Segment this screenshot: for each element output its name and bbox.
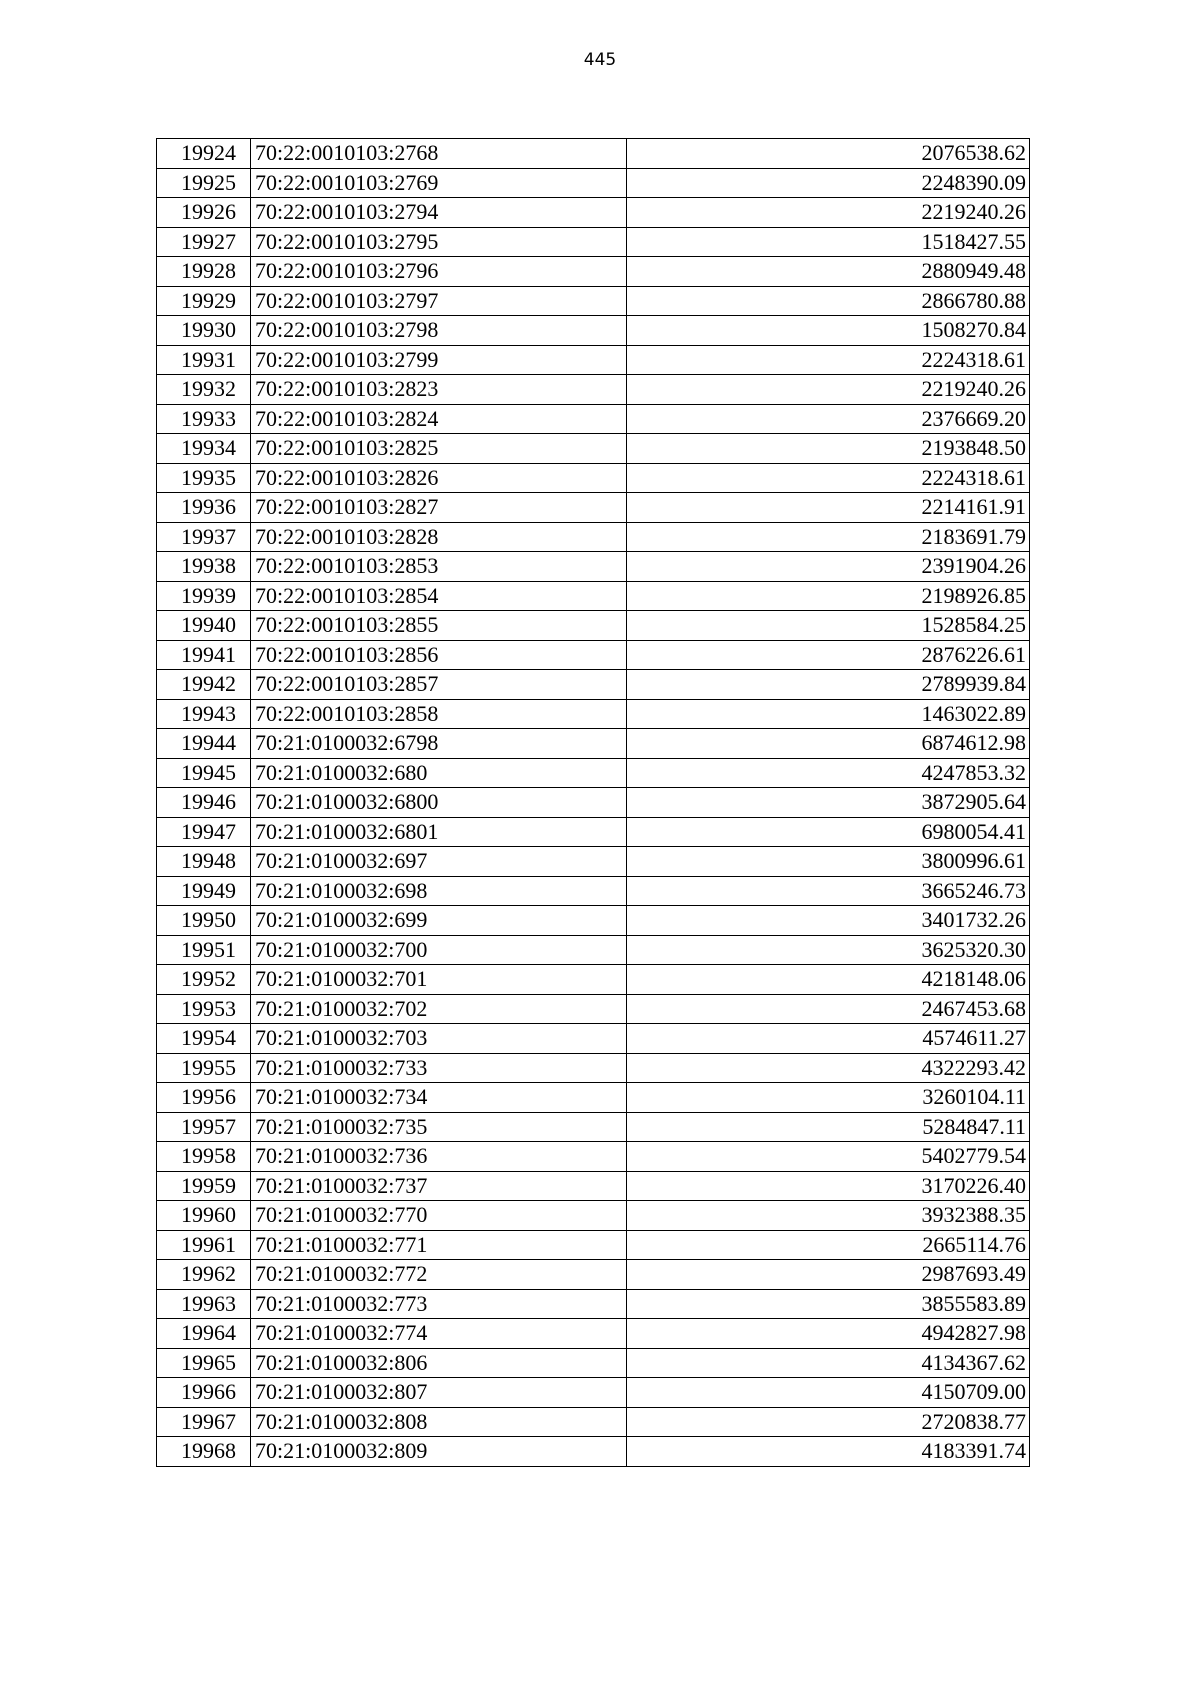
row-number-cell: 19966	[157, 1378, 251, 1408]
row-number-cell: 19951	[157, 935, 251, 965]
row-number-cell: 19953	[157, 994, 251, 1024]
table-row	[157, 552, 1030, 582]
table-row	[157, 198, 1030, 228]
row-number-cell: 19929	[157, 286, 251, 316]
cadastral-value-cell: 2219240.26	[627, 375, 1030, 405]
table-row	[157, 965, 1030, 995]
cadastral-number-cell: 70:21:0100032:773	[251, 1289, 627, 1319]
table-row	[157, 375, 1030, 405]
table-row	[157, 522, 1030, 552]
cadastral-value-cell: 5284847.11	[627, 1112, 1030, 1142]
row-number-cell: 19956	[157, 1083, 251, 1113]
row-number-cell: 19942	[157, 670, 251, 700]
cadastral-value-cell: 5402779.54	[627, 1142, 1030, 1172]
cadastral-number-cell: 70:22:0010103:2854	[251, 581, 627, 611]
table-row	[157, 1112, 1030, 1142]
cadastral-number-cell: 70:21:0100032:700	[251, 935, 627, 965]
row-number-cell: 19948	[157, 847, 251, 877]
cadastral-number-cell: 70:22:0010103:2823	[251, 375, 627, 405]
table-row	[157, 611, 1030, 641]
cadastral-number-cell: 70:21:0100032:771	[251, 1230, 627, 1260]
row-number-cell: 19936	[157, 493, 251, 523]
table-row	[157, 1201, 1030, 1231]
cadastral-value-cell: 2248390.09	[627, 168, 1030, 198]
cadastral-value-cell: 3855583.89	[627, 1289, 1030, 1319]
table-row	[157, 1319, 1030, 1349]
cadastral-number-cell: 70:22:0010103:2858	[251, 699, 627, 729]
cadastral-number-cell: 70:22:0010103:2795	[251, 227, 627, 257]
cadastral-number-cell: 70:21:0100032:809	[251, 1437, 627, 1467]
cadastral-number-cell: 70:21:0100032:6801	[251, 817, 627, 847]
cadastral-number-cell: 70:22:0010103:2856	[251, 640, 627, 670]
cadastral-value-table	[156, 138, 1030, 1467]
table-row	[157, 434, 1030, 464]
cadastral-number-cell: 70:22:0010103:2797	[251, 286, 627, 316]
cadastral-value-cell: 2076538.62	[627, 139, 1030, 169]
table-row	[157, 640, 1030, 670]
row-number-cell: 19944	[157, 729, 251, 759]
row-number-cell: 19925	[157, 168, 251, 198]
table-row	[157, 493, 1030, 523]
row-number-cell: 19945	[157, 758, 251, 788]
row-number-cell: 19963	[157, 1289, 251, 1319]
cadastral-value-cell: 2193848.50	[627, 434, 1030, 464]
cadastral-value-cell: 2866780.88	[627, 286, 1030, 316]
cadastral-value-cell: 4218148.06	[627, 965, 1030, 995]
row-number-cell: 19952	[157, 965, 251, 995]
cadastral-number-cell: 70:21:0100032:770	[251, 1201, 627, 1231]
cadastral-number-cell: 70:21:0100032:698	[251, 876, 627, 906]
cadastral-number-cell: 70:22:0010103:2857	[251, 670, 627, 700]
cadastral-number-cell: 70:21:0100032:808	[251, 1407, 627, 1437]
cadastral-value-cell: 4322293.42	[627, 1053, 1030, 1083]
row-number-cell: 19938	[157, 552, 251, 582]
cadastral-value-cell: 2467453.68	[627, 994, 1030, 1024]
cadastral-value-cell: 4183391.74	[627, 1437, 1030, 1467]
row-number-cell: 19959	[157, 1171, 251, 1201]
cadastral-value-cell: 1508270.84	[627, 316, 1030, 346]
table-row	[157, 1437, 1030, 1467]
table-row	[157, 1142, 1030, 1172]
row-number-cell: 19943	[157, 699, 251, 729]
cadastral-number-cell: 70:21:0100032:735	[251, 1112, 627, 1142]
table-row	[157, 670, 1030, 700]
row-number-cell: 19950	[157, 906, 251, 936]
table-row	[157, 1260, 1030, 1290]
table-row	[157, 847, 1030, 877]
cadastral-value-cell: 3800996.61	[627, 847, 1030, 877]
cadastral-value-cell: 3932388.35	[627, 1201, 1030, 1231]
cadastral-number-cell: 70:22:0010103:2853	[251, 552, 627, 582]
page-number: 445	[583, 50, 617, 70]
cadastral-value-cell: 2376669.20	[627, 404, 1030, 434]
row-number-cell: 19955	[157, 1053, 251, 1083]
table-row	[157, 1053, 1030, 1083]
cadastral-value-cell: 4942827.98	[627, 1319, 1030, 1349]
table-row	[157, 581, 1030, 611]
row-number-cell: 19957	[157, 1112, 251, 1142]
cadastral-value-cell: 2391904.26	[627, 552, 1030, 582]
row-number-cell: 19939	[157, 581, 251, 611]
cadastral-number-cell: 70:22:0010103:2769	[251, 168, 627, 198]
row-number-cell: 19934	[157, 434, 251, 464]
cadastral-value-cell: 2224318.61	[627, 463, 1030, 493]
cadastral-number-cell: 70:22:0010103:2824	[251, 404, 627, 434]
row-number-cell: 19933	[157, 404, 251, 434]
cadastral-number-cell: 70:21:0100032:6798	[251, 729, 627, 759]
cadastral-number-cell: 70:21:0100032:699	[251, 906, 627, 936]
cadastral-value-cell: 1528584.25	[627, 611, 1030, 641]
cadastral-value-cell: 3401732.26	[627, 906, 1030, 936]
row-number-cell: 19967	[157, 1407, 251, 1437]
row-number-cell: 19927	[157, 227, 251, 257]
cadastral-value-cell: 2720838.77	[627, 1407, 1030, 1437]
table-row	[157, 1289, 1030, 1319]
table-row	[157, 404, 1030, 434]
table-row	[157, 906, 1030, 936]
row-number-cell: 19940	[157, 611, 251, 641]
row-number-cell: 19941	[157, 640, 251, 670]
row-number-cell: 19961	[157, 1230, 251, 1260]
table-row	[157, 345, 1030, 375]
cadastral-number-cell: 70:22:0010103:2828	[251, 522, 627, 552]
row-number-cell: 19960	[157, 1201, 251, 1231]
cadastral-number-cell: 70:21:0100032:772	[251, 1260, 627, 1290]
cadastral-value-cell: 2224318.61	[627, 345, 1030, 375]
row-number-cell: 19932	[157, 375, 251, 405]
table-row	[157, 699, 1030, 729]
cadastral-number-cell: 70:21:0100032:737	[251, 1171, 627, 1201]
row-number-cell: 19962	[157, 1260, 251, 1290]
table-row	[157, 758, 1030, 788]
table-row	[157, 1378, 1030, 1408]
table-row	[157, 463, 1030, 493]
table-row	[157, 1083, 1030, 1113]
cadastral-number-cell: 70:21:0100032:736	[251, 1142, 627, 1172]
table-row	[157, 286, 1030, 316]
cadastral-number-cell: 70:21:0100032:702	[251, 994, 627, 1024]
cadastral-number-cell: 70:21:0100032:734	[251, 1083, 627, 1113]
table-row	[157, 139, 1030, 169]
cadastral-number-cell: 70:22:0010103:2826	[251, 463, 627, 493]
cadastral-value-cell: 2987693.49	[627, 1260, 1030, 1290]
cadastral-number-cell: 70:22:0010103:2799	[251, 345, 627, 375]
table-body	[157, 139, 1030, 1467]
row-number-cell: 19947	[157, 817, 251, 847]
cadastral-value-cell: 6980054.41	[627, 817, 1030, 847]
row-number-cell: 19926	[157, 198, 251, 228]
cadastral-number-cell: 70:22:0010103:2798	[251, 316, 627, 346]
cadastral-value-cell: 2198926.85	[627, 581, 1030, 611]
table-row	[157, 788, 1030, 818]
cadastral-number-cell: 70:22:0010103:2794	[251, 198, 627, 228]
cadastral-number-cell: 70:21:0100032:807	[251, 1378, 627, 1408]
cadastral-number-cell: 70:22:0010103:2827	[251, 493, 627, 523]
cadastral-number-cell: 70:22:0010103:2796	[251, 257, 627, 287]
cadastral-value-cell: 4150709.00	[627, 1378, 1030, 1408]
table-row	[157, 817, 1030, 847]
row-number-cell: 19958	[157, 1142, 251, 1172]
table-row	[157, 876, 1030, 906]
cadastral-value-cell: 3260104.11	[627, 1083, 1030, 1113]
cadastral-value-cell: 2219240.26	[627, 198, 1030, 228]
cadastral-value-cell: 2214161.91	[627, 493, 1030, 523]
table-row	[157, 1230, 1030, 1260]
cadastral-value-cell: 2876226.61	[627, 640, 1030, 670]
cadastral-value-cell: 3872905.64	[627, 788, 1030, 818]
row-number-cell: 19954	[157, 1024, 251, 1054]
cadastral-number-cell: 70:22:0010103:2855	[251, 611, 627, 641]
cadastral-value-cell: 3665246.73	[627, 876, 1030, 906]
cadastral-value-cell: 4574611.27	[627, 1024, 1030, 1054]
cadastral-number-cell: 70:21:0100032:733	[251, 1053, 627, 1083]
table-row	[157, 729, 1030, 759]
cadastral-number-cell: 70:21:0100032:680	[251, 758, 627, 788]
row-number-cell: 19930	[157, 316, 251, 346]
cadastral-value-cell: 3625320.30	[627, 935, 1030, 965]
row-number-cell: 19928	[157, 257, 251, 287]
cadastral-value-cell: 3170226.40	[627, 1171, 1030, 1201]
table-row	[157, 257, 1030, 287]
table-row	[157, 227, 1030, 257]
row-number-cell: 19931	[157, 345, 251, 375]
row-number-cell: 19924	[157, 139, 251, 169]
cadastral-value-cell: 1463022.89	[627, 699, 1030, 729]
cadastral-number-cell: 70:21:0100032:701	[251, 965, 627, 995]
table-row	[157, 1024, 1030, 1054]
table-row	[157, 1171, 1030, 1201]
cadastral-value-cell: 2789939.84	[627, 670, 1030, 700]
row-number-cell: 19965	[157, 1348, 251, 1378]
row-number-cell: 19968	[157, 1437, 251, 1467]
cadastral-value-cell: 2183691.79	[627, 522, 1030, 552]
cadastral-number-cell: 70:21:0100032:774	[251, 1319, 627, 1349]
cadastral-value-cell: 4134367.62	[627, 1348, 1030, 1378]
cadastral-number-cell: 70:21:0100032:806	[251, 1348, 627, 1378]
table-row	[157, 316, 1030, 346]
table-row	[157, 168, 1030, 198]
cadastral-value-cell: 2665114.76	[627, 1230, 1030, 1260]
cadastral-number-cell: 70:21:0100032:703	[251, 1024, 627, 1054]
cadastral-number-cell: 70:21:0100032:697	[251, 847, 627, 877]
row-number-cell: 19949	[157, 876, 251, 906]
cadastral-value-cell: 2880949.48	[627, 257, 1030, 287]
row-number-cell: 19964	[157, 1319, 251, 1349]
cadastral-value-cell: 4247853.32	[627, 758, 1030, 788]
cadastral-value-cell: 1518427.55	[627, 227, 1030, 257]
table-row	[157, 994, 1030, 1024]
table-row	[157, 1348, 1030, 1378]
cadastral-value-cell: 6874612.98	[627, 729, 1030, 759]
row-number-cell: 19937	[157, 522, 251, 552]
row-number-cell: 19935	[157, 463, 251, 493]
cadastral-number-cell: 70:21:0100032:6800	[251, 788, 627, 818]
table-row	[157, 935, 1030, 965]
cadastral-number-cell: 70:22:0010103:2768	[251, 139, 627, 169]
cadastral-number-cell: 70:22:0010103:2825	[251, 434, 627, 464]
row-number-cell: 19946	[157, 788, 251, 818]
table-row	[157, 1407, 1030, 1437]
